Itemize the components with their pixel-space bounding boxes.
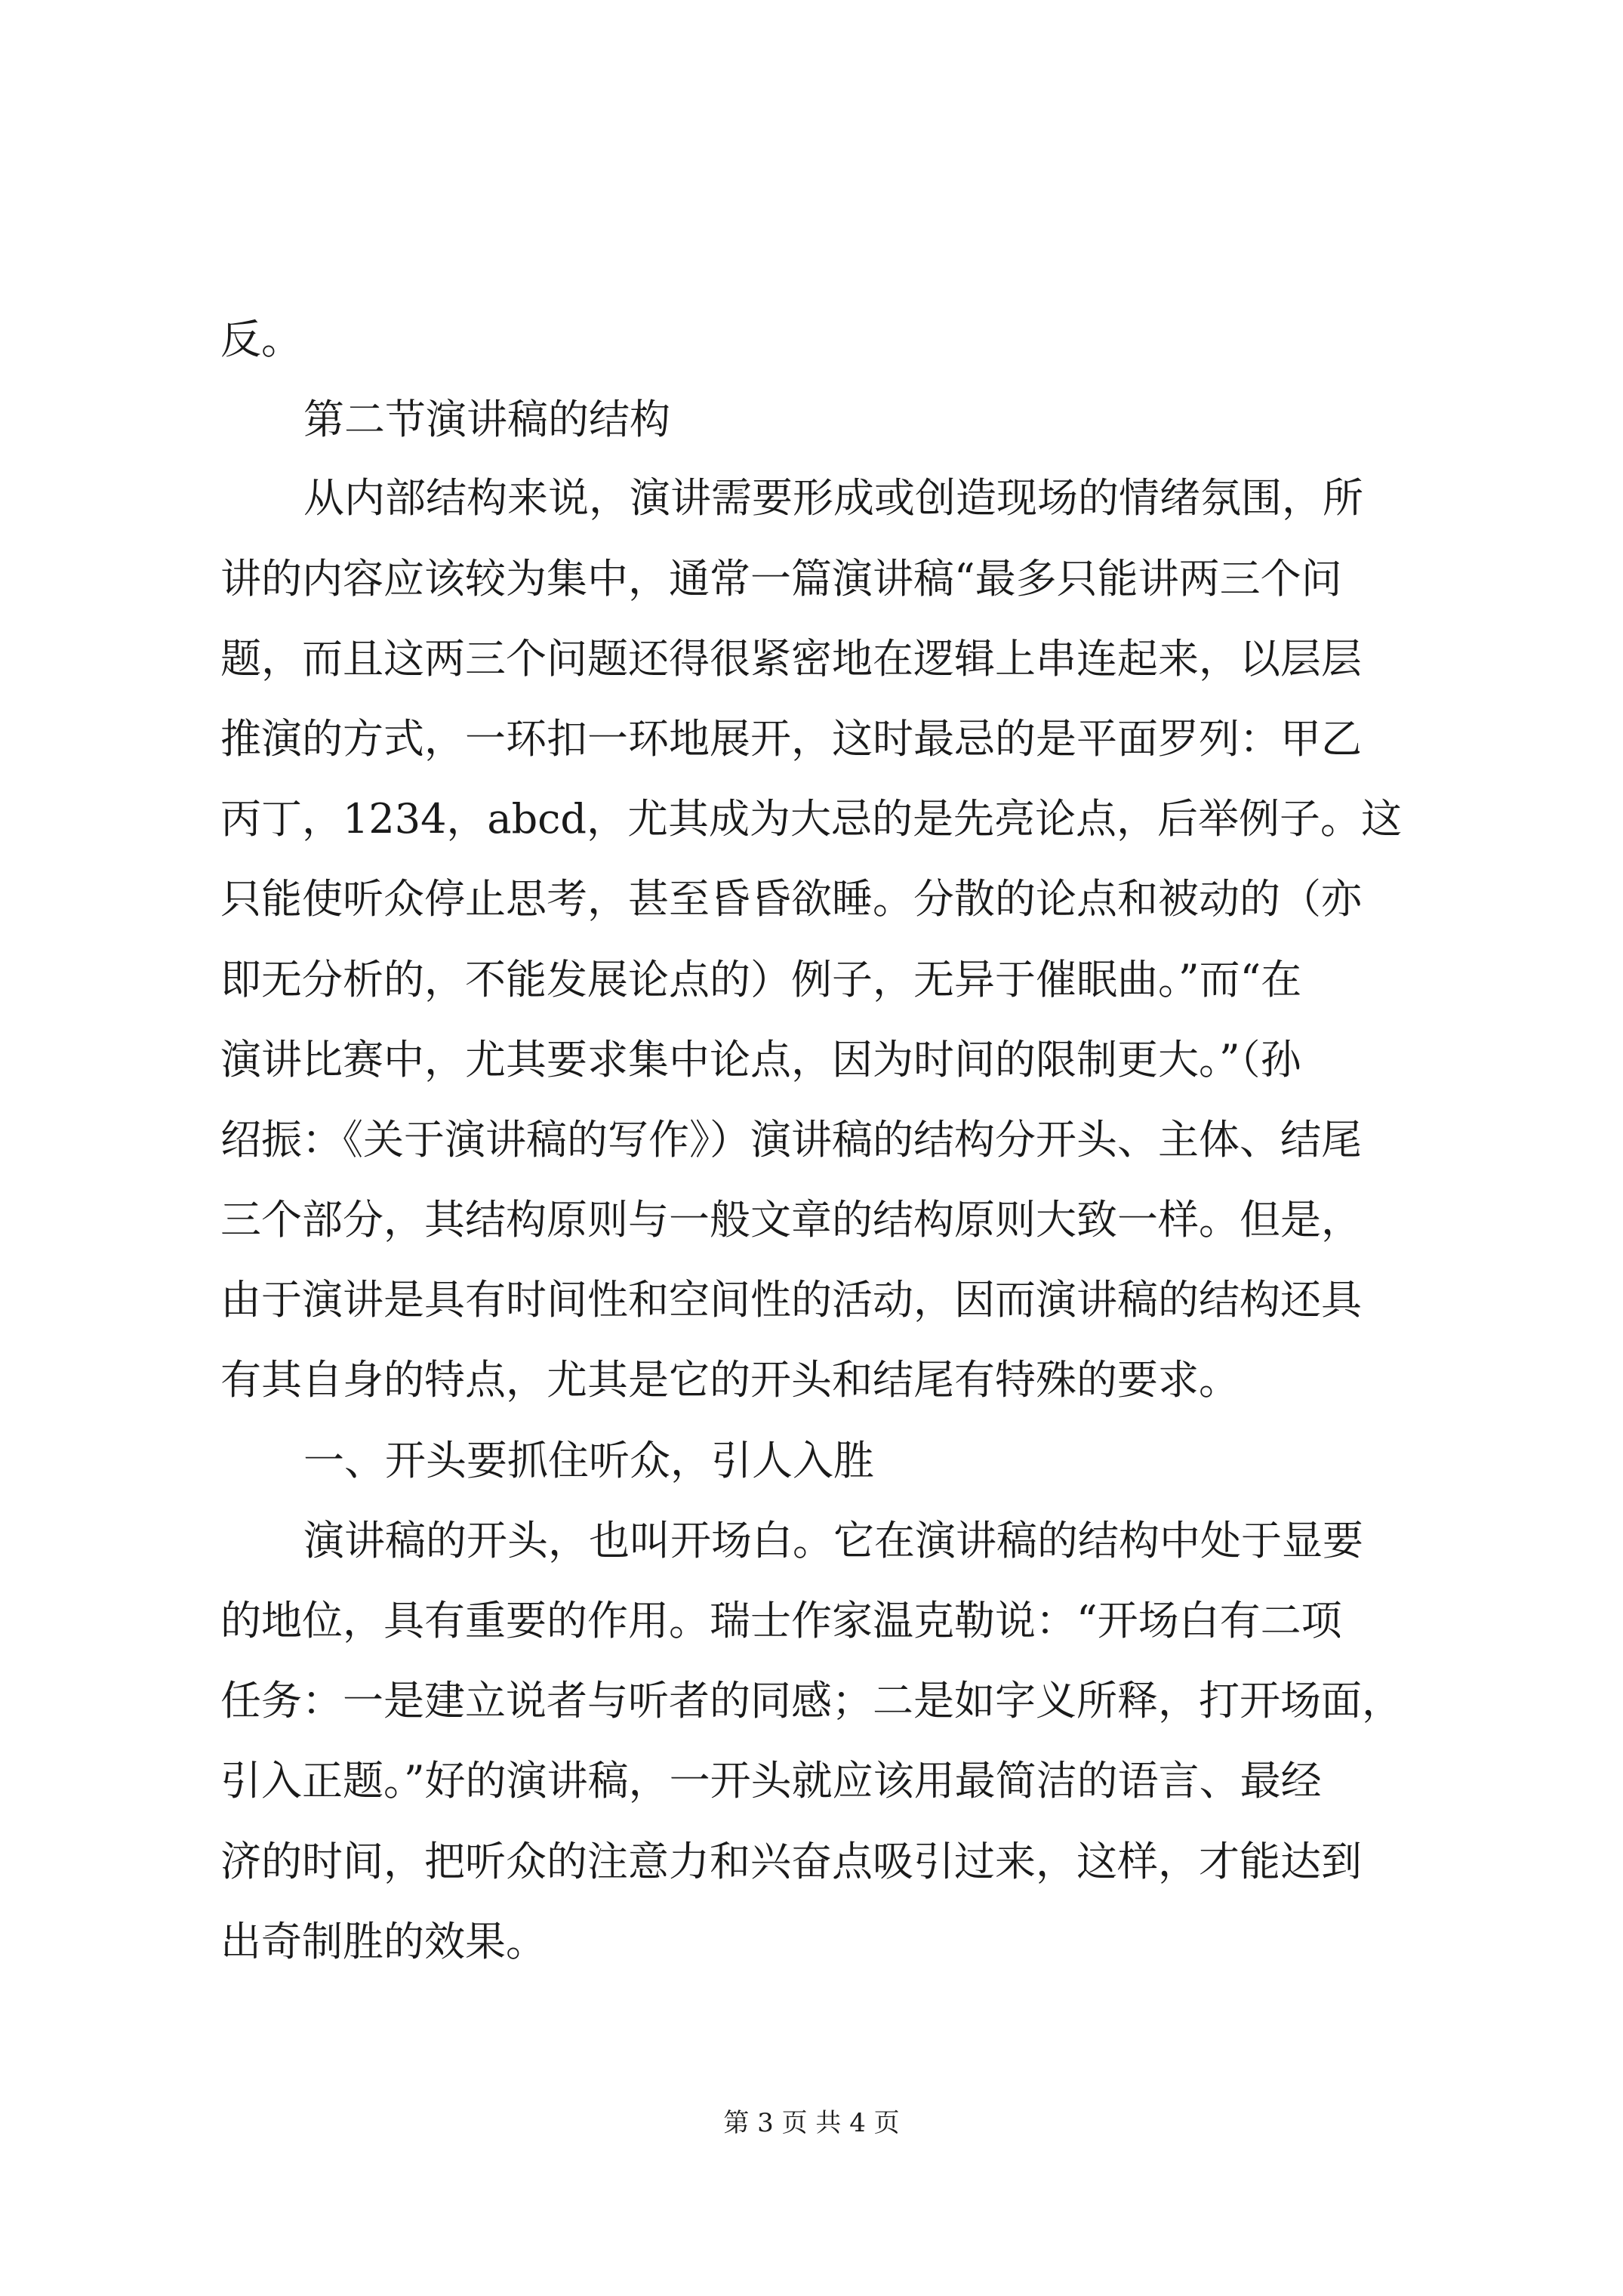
- section-heading: 第二节演讲稿的结构: [303, 396, 670, 443]
- text-line: 引入正题。”好的演讲稿，一开头就应该用最简洁的语言、最经: [220, 1757, 1322, 1804]
- text-line: 即无分析的，不能发展论点的）例子，无异于催眠曲。”而“在: [220, 956, 1302, 1003]
- text-line: 丙丁，1234，abcd，尤其成为大忌的是先亮论点，后举例子。这: [220, 795, 1402, 843]
- text-line: 三个部分，其结构原则与一般文章的结构原则大致一样。但是，: [220, 1196, 1362, 1244]
- text-line: 演讲比赛中，尤其要求集中论点，因为时间的限制更大。”（孙: [220, 1036, 1301, 1083]
- text-line: 只能使听众停止思考，甚至昏昏欲睡。分散的论点和被动的（亦: [220, 875, 1362, 923]
- text-line: 演讲稿的开头，也叫开场白。它在演讲稿的结构中处于显要: [303, 1517, 1363, 1564]
- text-line: 济的时间，把听众的注意力和兴奋点吸引过来，这样，才能达到: [220, 1838, 1362, 1885]
- text-line: 由于演讲是具有时间性和空间性的活动，因而演讲稿的结构还具: [220, 1276, 1362, 1324]
- subsection-heading: 一、开头要抓住听众，引人入胜: [303, 1437, 874, 1484]
- text-line: 反。: [220, 316, 302, 363]
- text-line: 任务：一是建立说者与听者的同感；二是如字义所释，打开场面，: [220, 1677, 1403, 1724]
- text-line: 讲的内容应该较为集中，通常一篇演讲稿“最多只能讲两三个问: [220, 555, 1342, 603]
- page-number-footer: 第 3 页 共 4 页: [723, 2108, 900, 2138]
- text-line: 绍振：《关于演讲稿的写作》）演讲稿的结构分开头、主体、结尾: [220, 1116, 1362, 1163]
- text-line: 推演的方式，一环扣一环地展开，这时最忌的是平面罗列：甲乙: [220, 715, 1362, 763]
- text-line: 题，而且这两三个问题还得很紧密地在逻辑上串连起来，以层层: [220, 635, 1362, 683]
- text-line: 的地位，具有重要的作用。瑞士作家温克勒说：“开场白有二项: [220, 1597, 1342, 1644]
- text-line: 有其自身的特点，尤其是它的开头和结尾有特殊的要求。: [220, 1356, 1240, 1404]
- text-line: 从内部结构来说，演讲需要形成或创造现场的情绪氛围，所: [303, 474, 1363, 522]
- text-line: 出奇制胜的效果。: [220, 1918, 547, 1965]
